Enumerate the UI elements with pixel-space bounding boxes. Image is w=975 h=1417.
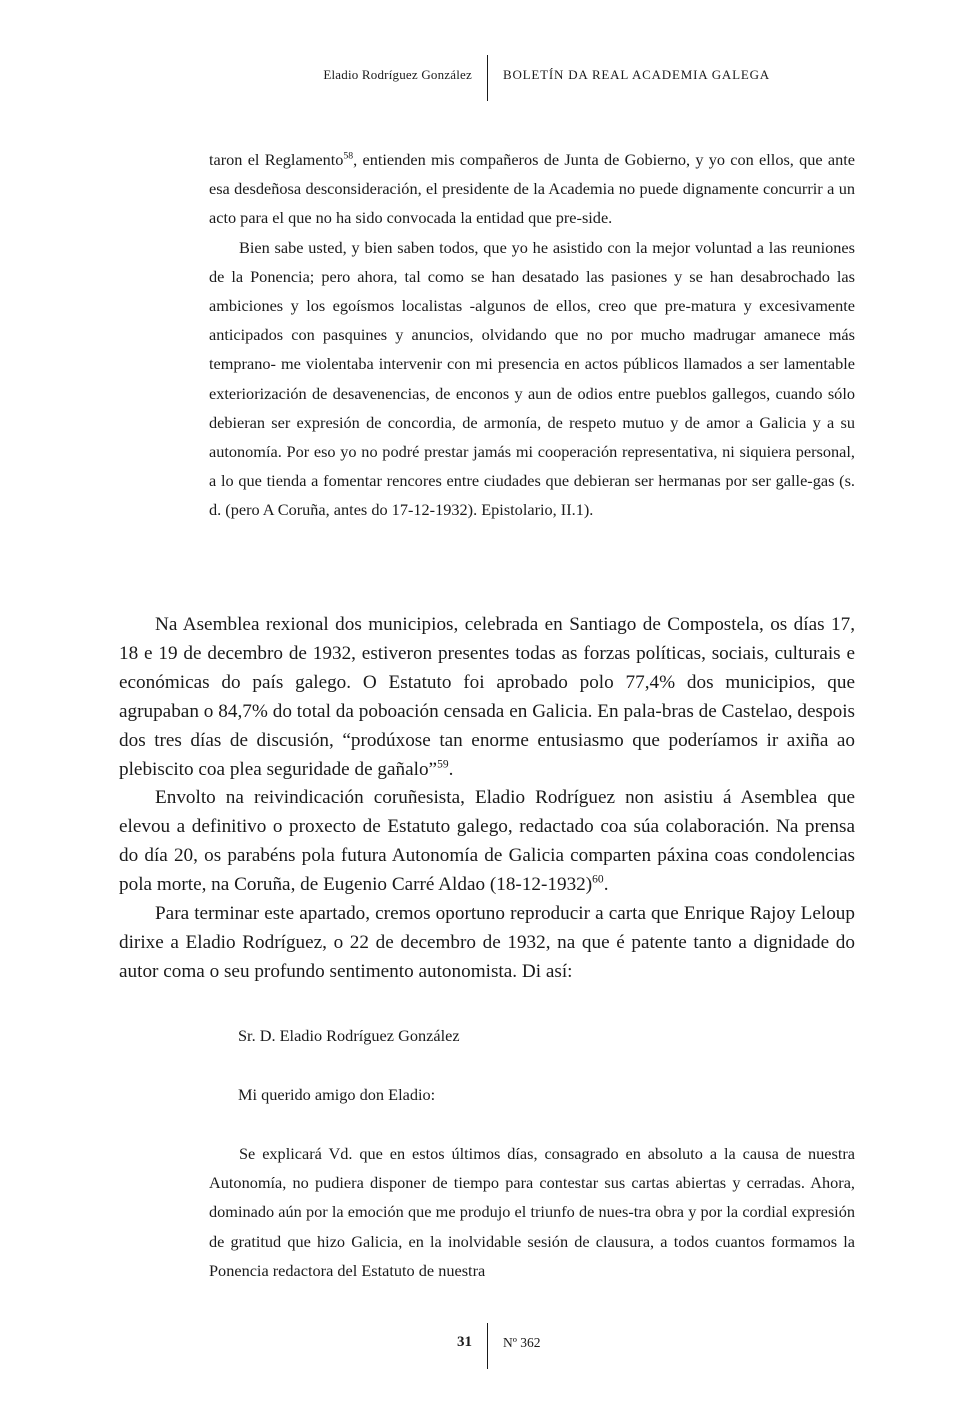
header-journal-title: BOLETÍN DA REAL ACADEMIA GALEGA	[503, 67, 770, 82]
body-paragraph: Na Asemblea rexional dos municipios, celebrada en Santiago de Compostela, os días 17, 18 e 19 de decembro de 1932, estiveron presentes todas as forzas políticas, sociais, culturais e económicas do país galego. O Estatuto foi aprobado polo 77,4% dos municipios, que agrupaban o 84,7% do total da poboación censada en Galicia. En pala-bras de Castelao, despois dos tres días de discusión, “prodúxose tan enorme entusiasmo que poderíamos ir axiña ao plebiscito coa plea seguridade de gañalo”$^{59}$.	[119, 614, 855, 780]
running-header	[0, 55, 975, 101]
main-body	[119, 611, 855, 987]
quote-paragraph: taron el Reglamento$^{58}$, entienden mis compañeros de Junta de Gobierno, y yo con ellos, que ante esa desdeñosa desconsideración, el presidente de la Academia no puede dignamente concurrir a un acto para el que no ha sido convocada la entidad que pre-side.	[209, 150, 856, 228]
header-author: Eladio Rodríguez González	[323, 67, 472, 82]
footnote-ref-58: 58	[343, 150, 354, 162]
body-paragraph: Envolto na reivindicación coruñesista, Eladio Rodríguez non asistiu á Asemblea que elevou a definitivo o proxecto de Estatuto galego, redactado coa súa colaboración. Na prensa do día 20, os parabéns pola futura Autonomía de Galicia comparten páxina coas condolencias pola morte, na Coruña, de Eugenio Carré Aldao $(18-12-1932)^{60}$.	[119, 787, 855, 896]
quote-paragraph: Bien sabe usted, y bien saben todos, que yo he asistido con la mejor voluntad a las reuniones de la Ponencia; pero ahora, tal como se han desatado las pasiones y se han desabrochado las ambiciones y los egoísmos localistas -algunos de ellos, creo que pre-matura y excesivamente anticipados con pasquines y anuncios, olvidando que no por mucho madrugar amanece más temprano- me violentaba intervenir con mi presencia en actos públicos llamados a ser lamentable exteriorización de desavenencias, de enconos y aun de odios entre pueblos gallegos, cuando sólo debieran ser expresión de concordia, de armonía, de respeto mutuo y de amor a Galicia y a su autonomía. Por eso yo no podré prestar jamás mi cooperación representativa, ni siquiera personal, a lo que tienda a fomentar rencores entre ciudades que debieran ser hermanas por ser galle-gas (s. d. (pero A Coruña, antes do 17-12-1932). Epistolario, II.1).	[209, 237, 855, 520]
quote-paragraph: Se explicará Vd. que en estos últimos días, consagrado en absoluto a la causa de nuestra Autonomía, no pudiera disponer de tiempo para contestar sus cartas abiertas y cerradas. Ahora, dominado aún por la emoción que me produjo el triunfo de nues-tra obra y por la cordial expresión de gratitud que hizo Galicia, en la inolvidable sesión de clausura, a todos cuantos formamos la Ponencia redactora del Estatuto de nuestra	[209, 1144, 855, 1280]
header-divider	[487, 55, 488, 101]
issue-number: Nº 362	[503, 1335, 541, 1350]
footnote-ref-59: 59	[437, 758, 449, 771]
block-quote-letter	[209, 1139, 855, 1285]
footer-divider	[487, 1323, 488, 1369]
footnote-ref-60: 60	[592, 873, 604, 886]
page-number: 31	[457, 1334, 472, 1350]
body-paragraph: Para terminar este apartado, cremos oportuno reproducir a carta que Enrique Rajoy Leloup dirixe a Eladio Rodríguez, o 22 de decembro de 1932, na que é patente tanto a dignidade do autor coma o seu profundo sentimento autonomista. Di así:	[119, 903, 855, 982]
page-footer	[0, 1323, 975, 1369]
block-quote-1	[209, 145, 855, 525]
letter-addressee: Sr. D. Eladio Rodríguez González	[238, 1026, 460, 1045]
letter-salutation: Mi querido amigo don Eladio:	[238, 1085, 436, 1104]
